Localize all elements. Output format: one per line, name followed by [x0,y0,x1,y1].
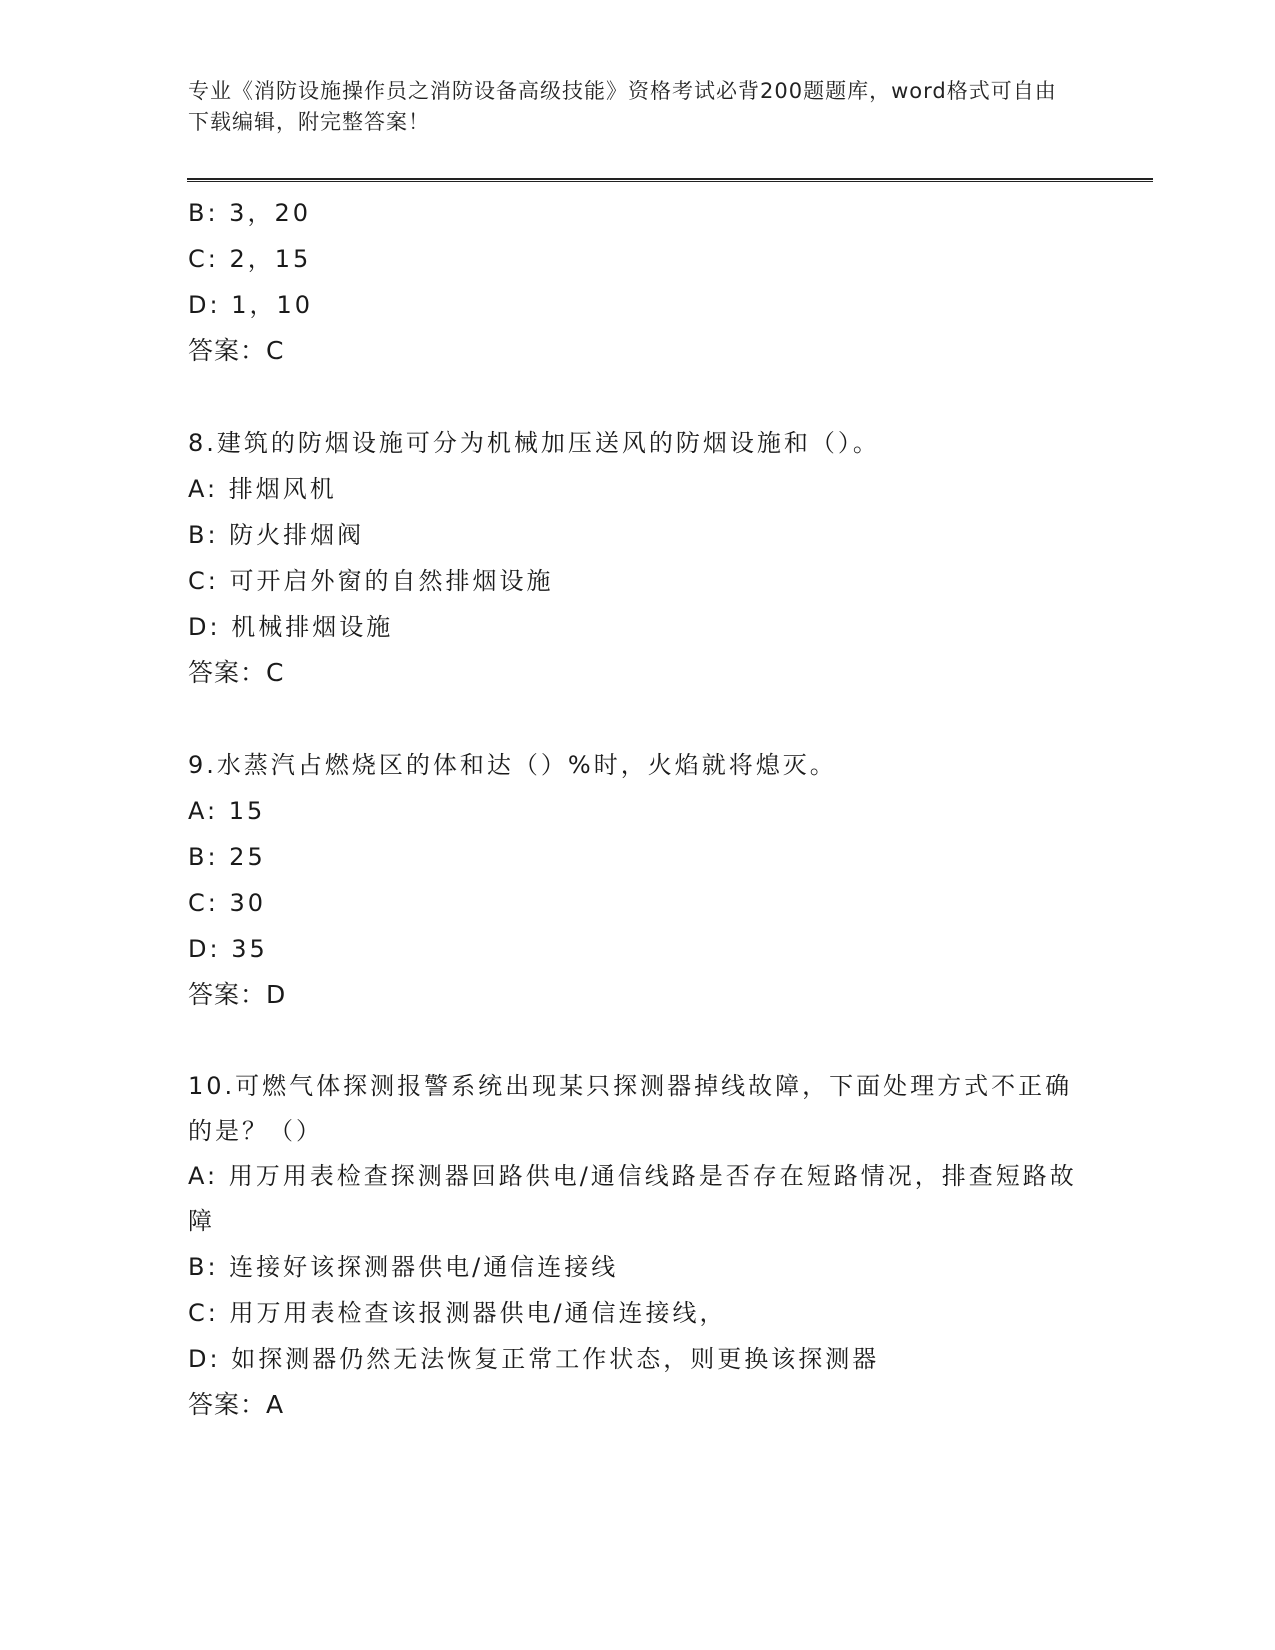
answer: 答案：A [188,1390,285,1419]
option-a: A: 15 [188,797,266,825]
option-a: A: 用万用表检查探测器回路供电/通信线路是否存在短路情况，排查短路故障 [188,1162,1077,1235]
spacer [188,696,1078,742]
option-b: B: 连接好该探测器供电/通信连接线 [188,1253,619,1281]
option-b: B: 3，20 [188,199,311,227]
option-b: B: 25 [188,843,266,871]
option-d: D: 1，10 [188,291,314,319]
question-stem: 8.建筑的防烟设施可分为机械加压送风的防烟设施和（）。 [188,429,880,457]
option-c: C: 可开启外窗的自然排烟设施 [188,567,554,595]
spacer [188,374,1078,420]
answer: 答案：D [188,980,287,1009]
question-7-tail [188,190,1078,374]
document-header-title: 专业《消防设施操作员之消防设备高级技能》资格考试必背200题题库，word格式可自由下载编辑，附完整答案！ [188,79,1057,134]
option-d: D: 35 [188,935,268,963]
option-d: D: 机械排烟设施 [188,613,394,641]
header-divider [187,178,1153,182]
option-b: B: 防火排烟阀 [188,521,365,549]
question-8 [188,420,1078,696]
question-stem: 10.可燃气体探测报警系统出现某只探测器掉线故障，下面处理方式不正确的是？（） [188,1072,1073,1145]
option-a: A: 排烟风机 [188,475,337,503]
option-c: C: 30 [188,889,267,917]
answer: 答案：C [188,336,285,365]
question-9 [188,742,1078,1018]
question-stem: 9.水蒸汽占燃烧区的体和达（）%时，火焰就将熄灭。 [188,751,837,779]
option-c: C: 2，15 [188,245,312,273]
question-10 [188,1064,1078,1428]
option-d: D: 如探测器仍然无法恢复正常工作状态，则更换该探测器 [188,1345,880,1373]
answer: 答案：C [188,658,285,687]
spacer [188,1018,1078,1064]
document-body [188,190,1078,1428]
option-c: C: 用万用表检查该报测器供电/通信连接线， [188,1299,727,1327]
